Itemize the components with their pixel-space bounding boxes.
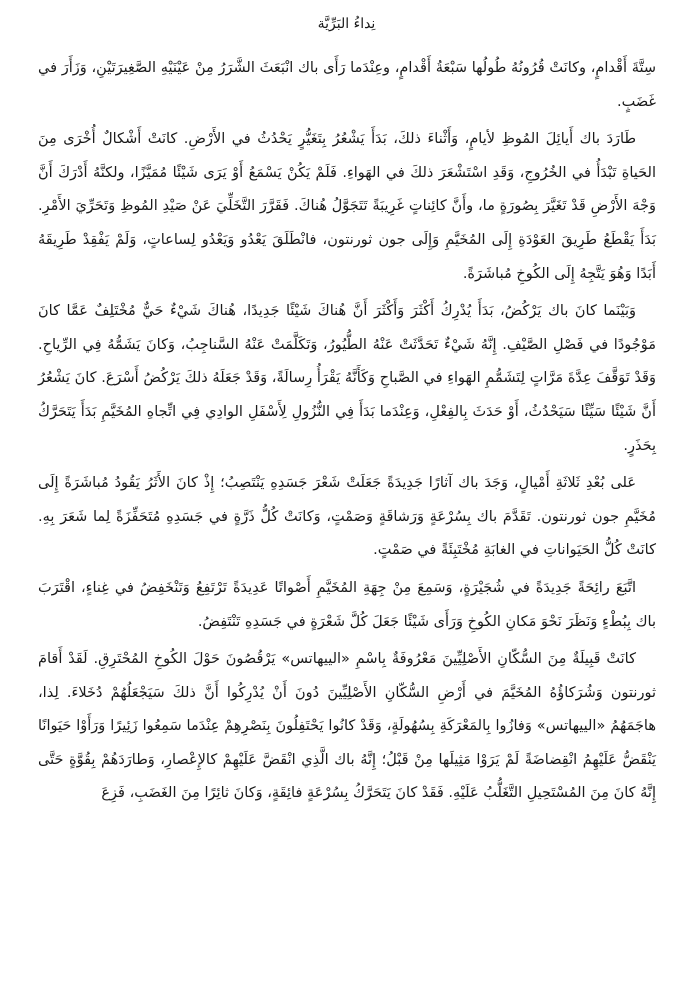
paragraph-5: اتَّبَعَ رائِحَةً جَدِيدَةً في شُجَيْرَةٍ، وَسَمِعَ مِنْ جِهَةِ المُخَيَّمِ أَصْواتًا عَدِيدَةً تَرْتَفِعُ وَتَنْخَفِضُ في غِناءٍ، اقْتَرَبَ باك بِبُطْءٍ وَنَظَرَ نَحْوَ مَكانِ الكُوخِ وَرَأَى شَيْئًا جَعَلَ كُلَّ شَعْرَةٍ في جَسَدِهِ تَنْتَفِضُ. (38, 579, 656, 630)
paragraph-4: عَلى بُعْدِ ثَلاثَةِ أَمْيالٍ، وَجَدَ باك آثارًا جَدِيدَةً جَعَلَتْ شَعْرَ جَسَدِهِ يَنْتَصِبُ؛ إِذْ كانَ الأَثَرُ يَقُودُ مُباشَرَةً إِلَى مُخَيَّمِ جون ثورنتون. تَقَدَّمَ باك بِسُرْعَةٍ وَرَشاقَةٍ وَصَمْتٍ، وَكانَتْ كُلُّ ذَرَّةٍ في جَسَدِهِ مُتَحَفِّزَةً لِما شَعَرَ بِهِ. كانَتْ كُلُّ الحَيَواناتِ في الغابَةِ مُخْتَبِئَةً في صَمْتٍ. (38, 475, 656, 559)
paragraph-6: كانَتْ قَبِيلَةٌ مِنَ السُّكّانِ الأَصْلِيِّينَ مَعْرُوفَةٌ بِاسْمِ «الييهاتس» يَرْقُصُونَ حَوْلَ الكُوخِ المُحْتَرِقِ. لَقَدْ أَقامَ ثورنتون وَشُرَكاؤُهُ المُخَيَّمَ في أَرْضِ السُّكّانِ الأَصْلِيِّينَ دُونَ أَنْ يُدْرِكُوا أَنَّ ذلكَ سَيَجْعَلُهُمْ دُخَلاءَ. لِذا، هاجَمَهُمُ «الييهاتس» وَفازُوا بِالمَعْرَكَةِ بِسُهُولَةٍ، وَقَدْ كانُوا يَحْتَفِلُونَ بِنَصْرِهِمْ عِنْدَما سَمِعُوا زَئِيرًا وَرَأَوْا حَيَوانًا يَنْقَضُّ عَلَيْهِمُ انْقِضاضَةً لَمْ يَرَوْا مَثِيلَها مِنْ قَبْلُ؛ إِنَّهُ باك الَّذِي انْقَضَّ عَلَيْهِمْ كالإِعْصارِ، وَطارَدَهُمْ بِقُوَّةٍ حَتَّى إِنَّهُ كانَ مِنَ المُسْتَحِيلِ التَّغَلُّبُ عَلَيْهِ. فَقَدْ كانَ يَتَحَرَّكُ بِسُرْعَةٍ فائِقَةٍ، وَكانَ ثائِرًا مِنَ الغَضَبِ، فَزِعَ (38, 651, 656, 802)
body-text (38, 52, 656, 815)
running-header: نِداءُ البَرِّيَّة (317, 16, 376, 32)
paragraph-3: وَبَيْنَما كانَ باك يَرْكُضُ، بَدَأَ يُدْرِكُ أَكْثَرَ وَأَكْثَرَ أَنَّ هُناكَ شَيْئًا جَدِيدًا، هُناكَ شَيْءٌ حَيٌّ مُخْتَلِفٌ عَمَّا كانَ مَوْجُودًا في فَصْلِ الصَّيْفِ. إِنَّهُ شَيْءٌ تَحَدَّثَتْ عَنْهُ الطُّيُورُ، وَتَكَلَّمَتْ عَنْهُ السَّناجِبُ، وَكانَ يَشَمُّهُ فِي الرِّياحِ. وَقَدْ تَوَقَّفَ عِدَّةَ مَرَّاتٍ لِتَشَمُّمِ الهَواءِ في الصَّباحِ وَكَأَنَّهُ يَقْرَأُ رِسالَةً، وَقَدْ جَعَلَهُ ذلكَ يَرْكُضُ أَسْرَعَ. كانَ يَشْعُرُ أَنَّ شَيْئًا سَيِّئًا سَيَحْدُثُ، أَوْ حَدَثَ بِالفِعْلِ، وَعِنْدَما بَدَأَ فِي النُّزُولِ لِأَسْفَلِ الوادِي فِي اتِّجاهِ المُخَيَّمِ بَدَأَ يَتَحَرَّكُ بِحَذَرٍ. (38, 303, 656, 454)
paragraph-2: طَارَدَ باك أَيائِلَ المُوظِ لأيامٍ، وَأَثْناءَ ذلكَ، بَدَأَ يَشْعُرُ بِتَغَيُّرٍ يَحْدُثُ في الأَرْضِ. كانَتْ أَشْكالٌ أُخْرَى مِنَ الحَياةِ تَبْدَأُ في الخُرُوجِ، وَقَدِ اسْتَشْعَرَ ذلكَ في الهَواءِ. فَلَمْ يَكُنْ يَسْمَعُ أَوْ يَرَى شَيْئًا مُمَيَّزًا، ولكنَّهُ أَدْرَكَ أَنَّ وَجْهَ الأَرْضِ قَدْ تَغَيَّرَ بِصُورَةٍ ما، وأَنَّ كائِناتٍ غَرِيبَةً تَتَجَوَّلُ هُناكَ. فَقَرَّرَ التَّخَلِّيَ عَنْ صَيْدِ المُوظِ وَتَحَرِّيَ الأَمْرِ. بَدَأَ يَقْطَعُ طَرِيقَ العَوْدَةِ إِلَى المُخَيَّمِ وَإِلَى جون ثورنتون، فانْطَلَقَ يَعْدُو وَيَعْدُو لِساعاتٍ، وَلَمْ يَفْقِدْ طَرِيقَهُ أَبَدًا وَهُوَ يَتَّجِهُ إِلَى الكُوخِ مُباشَرَةً. (38, 131, 656, 282)
paragraph-1: سِتَّةَ أَقْدامٍ، وكانَتْ قُرُونُهُ طُولُها سَبْعَةُ أَقْدامٍ، وعِنْدَما رَأَى باك انْبَعَثَ الشَّرَرُ مِنْ عَيْنَيْهِ الصَّغِيرَتَيْنِ، وَزَأَرَ في غَضَبٍ. (38, 60, 656, 110)
